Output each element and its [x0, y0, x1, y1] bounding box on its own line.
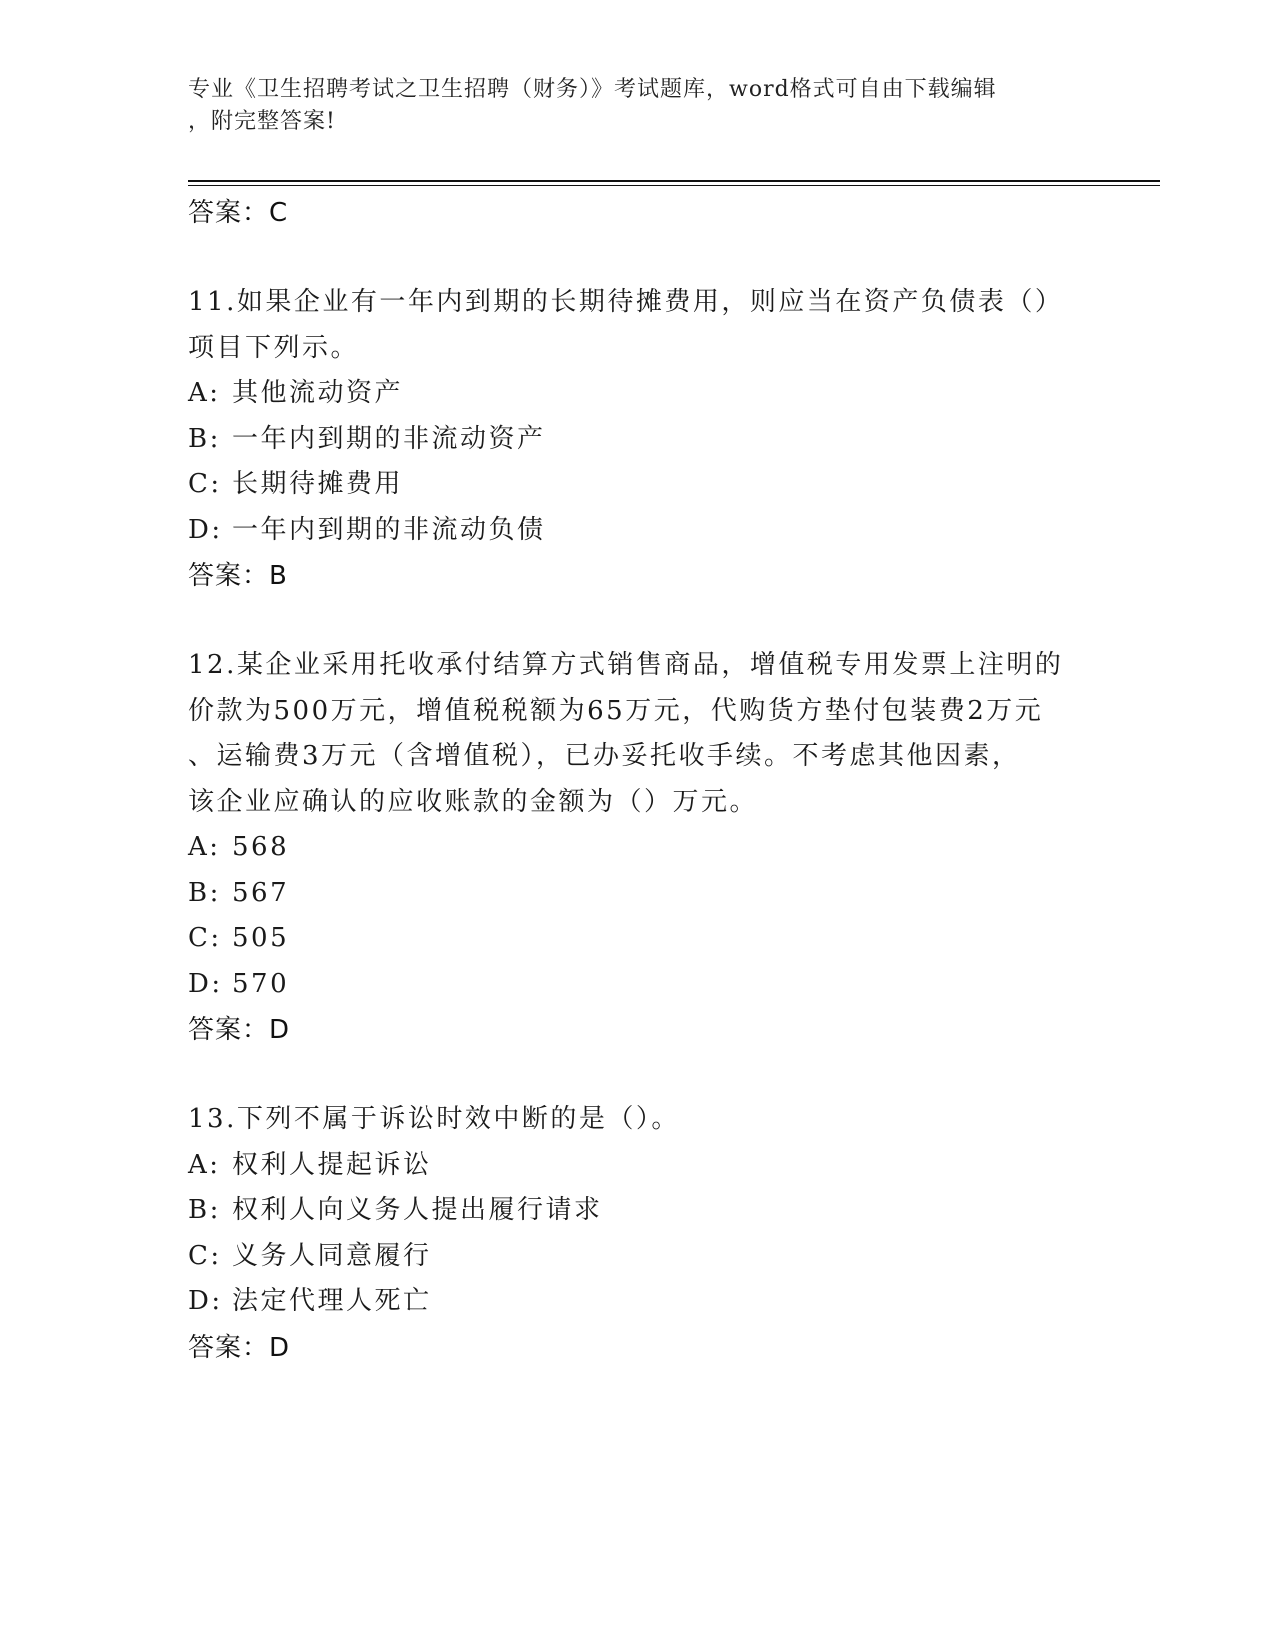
option-text: 一年内到期的非流动资产 [232, 423, 546, 454]
option-d [188, 962, 1088, 1008]
answer-11: 答案：B [188, 561, 288, 591]
option-key: B: [188, 877, 221, 908]
question-list [188, 190, 1088, 1371]
header-line-2: ，附完整答案! [188, 109, 336, 134]
option-text: 义务人同意履行 [232, 1240, 432, 1271]
stem-line: 价款为500万元，增值税税额为65万元，代购货方垫付包装费2万元 [188, 695, 1044, 726]
option-text: 法定代理人死亡 [232, 1286, 432, 1316]
stem-line: 12.某企业采用托收承付结算方式销售商品，增值税专用发票上注明的 [188, 650, 1064, 680]
option-key: C: [188, 1240, 222, 1271]
option-text: 权利人提起诉讼 [232, 1149, 432, 1180]
option-key: D: [188, 514, 223, 545]
option-text: 权利人向义务人提出履行请求 [232, 1195, 603, 1225]
option-d [188, 1279, 1088, 1325]
header-line-1: 专业《卫生招聘考试之卫生招聘（财务）》考试题库，word格式可自由下载编辑 [188, 77, 997, 102]
answer-13: 答案：D [188, 1332, 291, 1363]
question-stem [188, 280, 1088, 371]
previous-answer: 答案：C [188, 198, 289, 228]
option-key: B: [188, 1195, 221, 1225]
option-text: 其他流动资产 [232, 378, 404, 408]
option-b [188, 871, 1088, 917]
question-stem [188, 1097, 1088, 1143]
option-text: 568 [232, 832, 290, 862]
option-c [188, 916, 1088, 962]
stem-line: 13.下列不属于诉讼时效中断的是（）。 [188, 1104, 680, 1134]
option-key: C: [188, 469, 222, 499]
header-divider-thin [188, 185, 1160, 186]
option-key: A: [188, 378, 221, 408]
option-c [188, 462, 1088, 508]
stem-line: 、运输费3万元（含增值税），已办妥托收手续。不考虑其他因素， [188, 741, 1021, 771]
stem-line: 11.如果企业有一年内到期的长期待摊费用，则应当在资产负债表（） [188, 287, 1064, 317]
option-text: 505 [232, 923, 290, 953]
option-text: 长期待摊费用 [232, 469, 404, 499]
stem-line: 该企业应确认的应收账款的金额为（）万元。 [188, 786, 759, 817]
stem-line: 项目下列示。 [188, 332, 360, 363]
header-divider-thick [188, 180, 1160, 182]
question-13 [188, 1097, 1088, 1371]
option-key: A: [188, 832, 221, 862]
option-b [188, 1188, 1088, 1234]
option-a [188, 1143, 1088, 1189]
option-key: A: [188, 1149, 221, 1180]
question-11 [188, 280, 1088, 599]
option-a [188, 825, 1088, 871]
document-header [188, 74, 1088, 138]
question-12 [188, 643, 1088, 1053]
option-key: D: [188, 968, 223, 999]
option-a [188, 371, 1088, 417]
option-b [188, 417, 1088, 463]
option-key: C: [188, 923, 222, 953]
question-stem [188, 643, 1088, 825]
option-c [188, 1234, 1088, 1280]
option-d [188, 508, 1088, 554]
option-text: 567 [232, 877, 290, 908]
option-text: 一年内到期的非流动负债 [232, 514, 546, 545]
answer-12: 答案：D [188, 1015, 291, 1045]
option-key: D: [188, 1286, 223, 1316]
option-key: B: [188, 423, 221, 454]
option-text: 570 [232, 968, 290, 999]
